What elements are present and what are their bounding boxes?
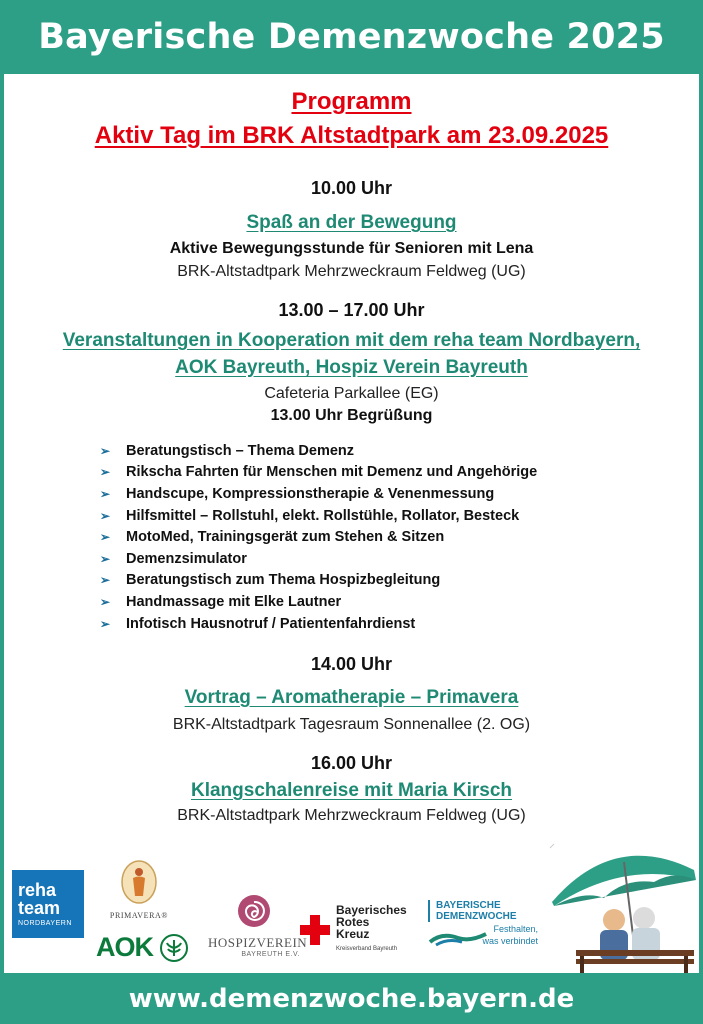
poster-title: Bayerische Demenzwoche 2025 [38, 17, 665, 57]
event-2-time: 13.00 – 17.00 Uhr [278, 300, 425, 320]
activity-list [100, 440, 537, 634]
hospiz-spiral-icon [237, 894, 271, 928]
list-item [100, 505, 537, 527]
brk-logo-line3: Kreuz [336, 927, 370, 941]
event-3-location: BRK-Altstadtpark Tagesraum Sonnenallee (2. OG) [172, 716, 531, 733]
bdw-hands-icon [428, 930, 488, 948]
bdw-tagline-line1: Festhalten, [493, 924, 538, 934]
event-4-time: 16.00 Uhr [310, 753, 393, 773]
aok-logo [96, 932, 189, 963]
list-item-label: Infotisch Hausnotruf / Patientenfahrdienst [126, 615, 416, 632]
list-item-label: MotoMed, Trainingsgerät zum Stehen & Sitzen [126, 529, 445, 546]
reha-logo-line3: NORDBAYERN [18, 920, 72, 927]
header-bar [0, 0, 703, 74]
brk-logo-line4: Kreisverband Bayreuth [336, 946, 398, 952]
event-1-description: Aktive Bewegungsstunde für Senioren mit Lena [169, 240, 534, 257]
list-item [100, 613, 537, 635]
primavera-logo-text: PRIMAVERA® [109, 911, 169, 920]
event-3-title[interactable]: Vortrag – Aromatherapie – Primavera [184, 687, 519, 708]
aok-tree-icon [159, 933, 189, 963]
arrow-bullet-icon: ➢ [100, 551, 111, 566]
event-2-title-line2[interactable]: AOK Bayreuth, Hospiz Verein Bayreuth [175, 357, 528, 378]
hospiz-logo-line1: HOSPIZVEREIN [208, 935, 308, 950]
list-item [100, 570, 537, 592]
primavera-figure-icon [121, 860, 157, 904]
arrow-bullet-icon: ➢ [100, 594, 111, 609]
bdw-logo-line1: BAYERISCHE [436, 900, 501, 911]
hospizverein-logo [208, 894, 308, 958]
program-heading: Programm [291, 88, 412, 115]
list-item-label: Hilfsmittel – Rollstuhl, elekt. Rollstühle, Rollator, Besteck [126, 507, 520, 524]
list-item-label: Rikscha Fahrten für Menschen mit Demenz und Angehörige [126, 464, 538, 481]
arrow-bullet-icon: ➢ [100, 486, 111, 501]
hospiz-logo-line2: BAYREUTH E.V. [241, 951, 300, 958]
event-4-title[interactable]: Klangschalenreise mit Maria Kirsch [190, 780, 512, 801]
red-cross-icon [300, 915, 330, 945]
reha-logo-line1: reha [18, 880, 57, 900]
list-item [100, 483, 537, 505]
brk-logo-line2: Rotes [336, 915, 370, 929]
list-item [100, 526, 537, 548]
arrow-bullet-icon: ➢ [100, 508, 111, 523]
list-item-label: Handmassage mit Elke Lautner [126, 593, 342, 610]
list-item [100, 440, 537, 462]
event-1-title[interactable]: Spaß an der Bewegung [246, 212, 457, 233]
bdw-logo-line2: DEMENZWOCHE [436, 911, 517, 922]
reha-logo-line2: team [18, 898, 61, 918]
list-item [100, 462, 537, 484]
program-subheading: Aktiv Tag im BRK Altstadtpark am 23.09.2025 [94, 122, 609, 149]
event-2-title-line1[interactable]: Veranstaltungen in Kooperation mit dem reha team Nordbayern, [62, 330, 641, 351]
list-item-label: Demenzsimulator [126, 550, 247, 567]
arrow-bullet-icon: ➢ [100, 443, 111, 458]
content-panel [4, 74, 699, 973]
brk-logo-line1: Bayerisches [336, 903, 407, 917]
event-2-welcome: 13.00 Uhr Begrüßung [270, 407, 433, 424]
list-item-label: Handscupe, Kompressionstherapie & Venenmessung [126, 485, 495, 502]
event-4-location: BRK-Altstadtpark Mehrzweckraum Feldweg (UG) [177, 807, 526, 824]
umbrella-bench-illustration [544, 840, 699, 973]
primavera-logo [104, 860, 174, 920]
bdw-tagline-line2: was verbindet [482, 936, 538, 946]
list-item [100, 548, 537, 570]
reha-team-logo [12, 870, 84, 938]
footer-bar [0, 973, 703, 1024]
list-item-label: Beratungstisch – Thema Demenz [126, 442, 355, 459]
brk-logo [300, 904, 407, 955]
list-item-label: Beratungstisch zum Thema Hospizbegleitung [126, 572, 441, 589]
arrow-bullet-icon: ➢ [100, 465, 111, 480]
bayerische-demenzwoche-logo [428, 900, 538, 946]
event-1-location: BRK-Altstadtpark Mehrzweckraum Feldweg (UG) [177, 263, 526, 280]
arrow-bullet-icon: ➢ [100, 530, 111, 545]
event-3-time: 14.00 Uhr [310, 654, 393, 674]
aok-logo-text: AOK [96, 932, 153, 962]
list-item [100, 591, 537, 613]
website-link[interactable]: www.demenzwoche.bayern.de [128, 983, 575, 1014]
event-2-location: Cafeteria Parkallee (EG) [264, 385, 439, 402]
arrow-bullet-icon: ➢ [100, 573, 111, 588]
arrow-bullet-icon: ➢ [100, 616, 111, 631]
event-1-time: 10.00 Uhr [310, 178, 393, 198]
